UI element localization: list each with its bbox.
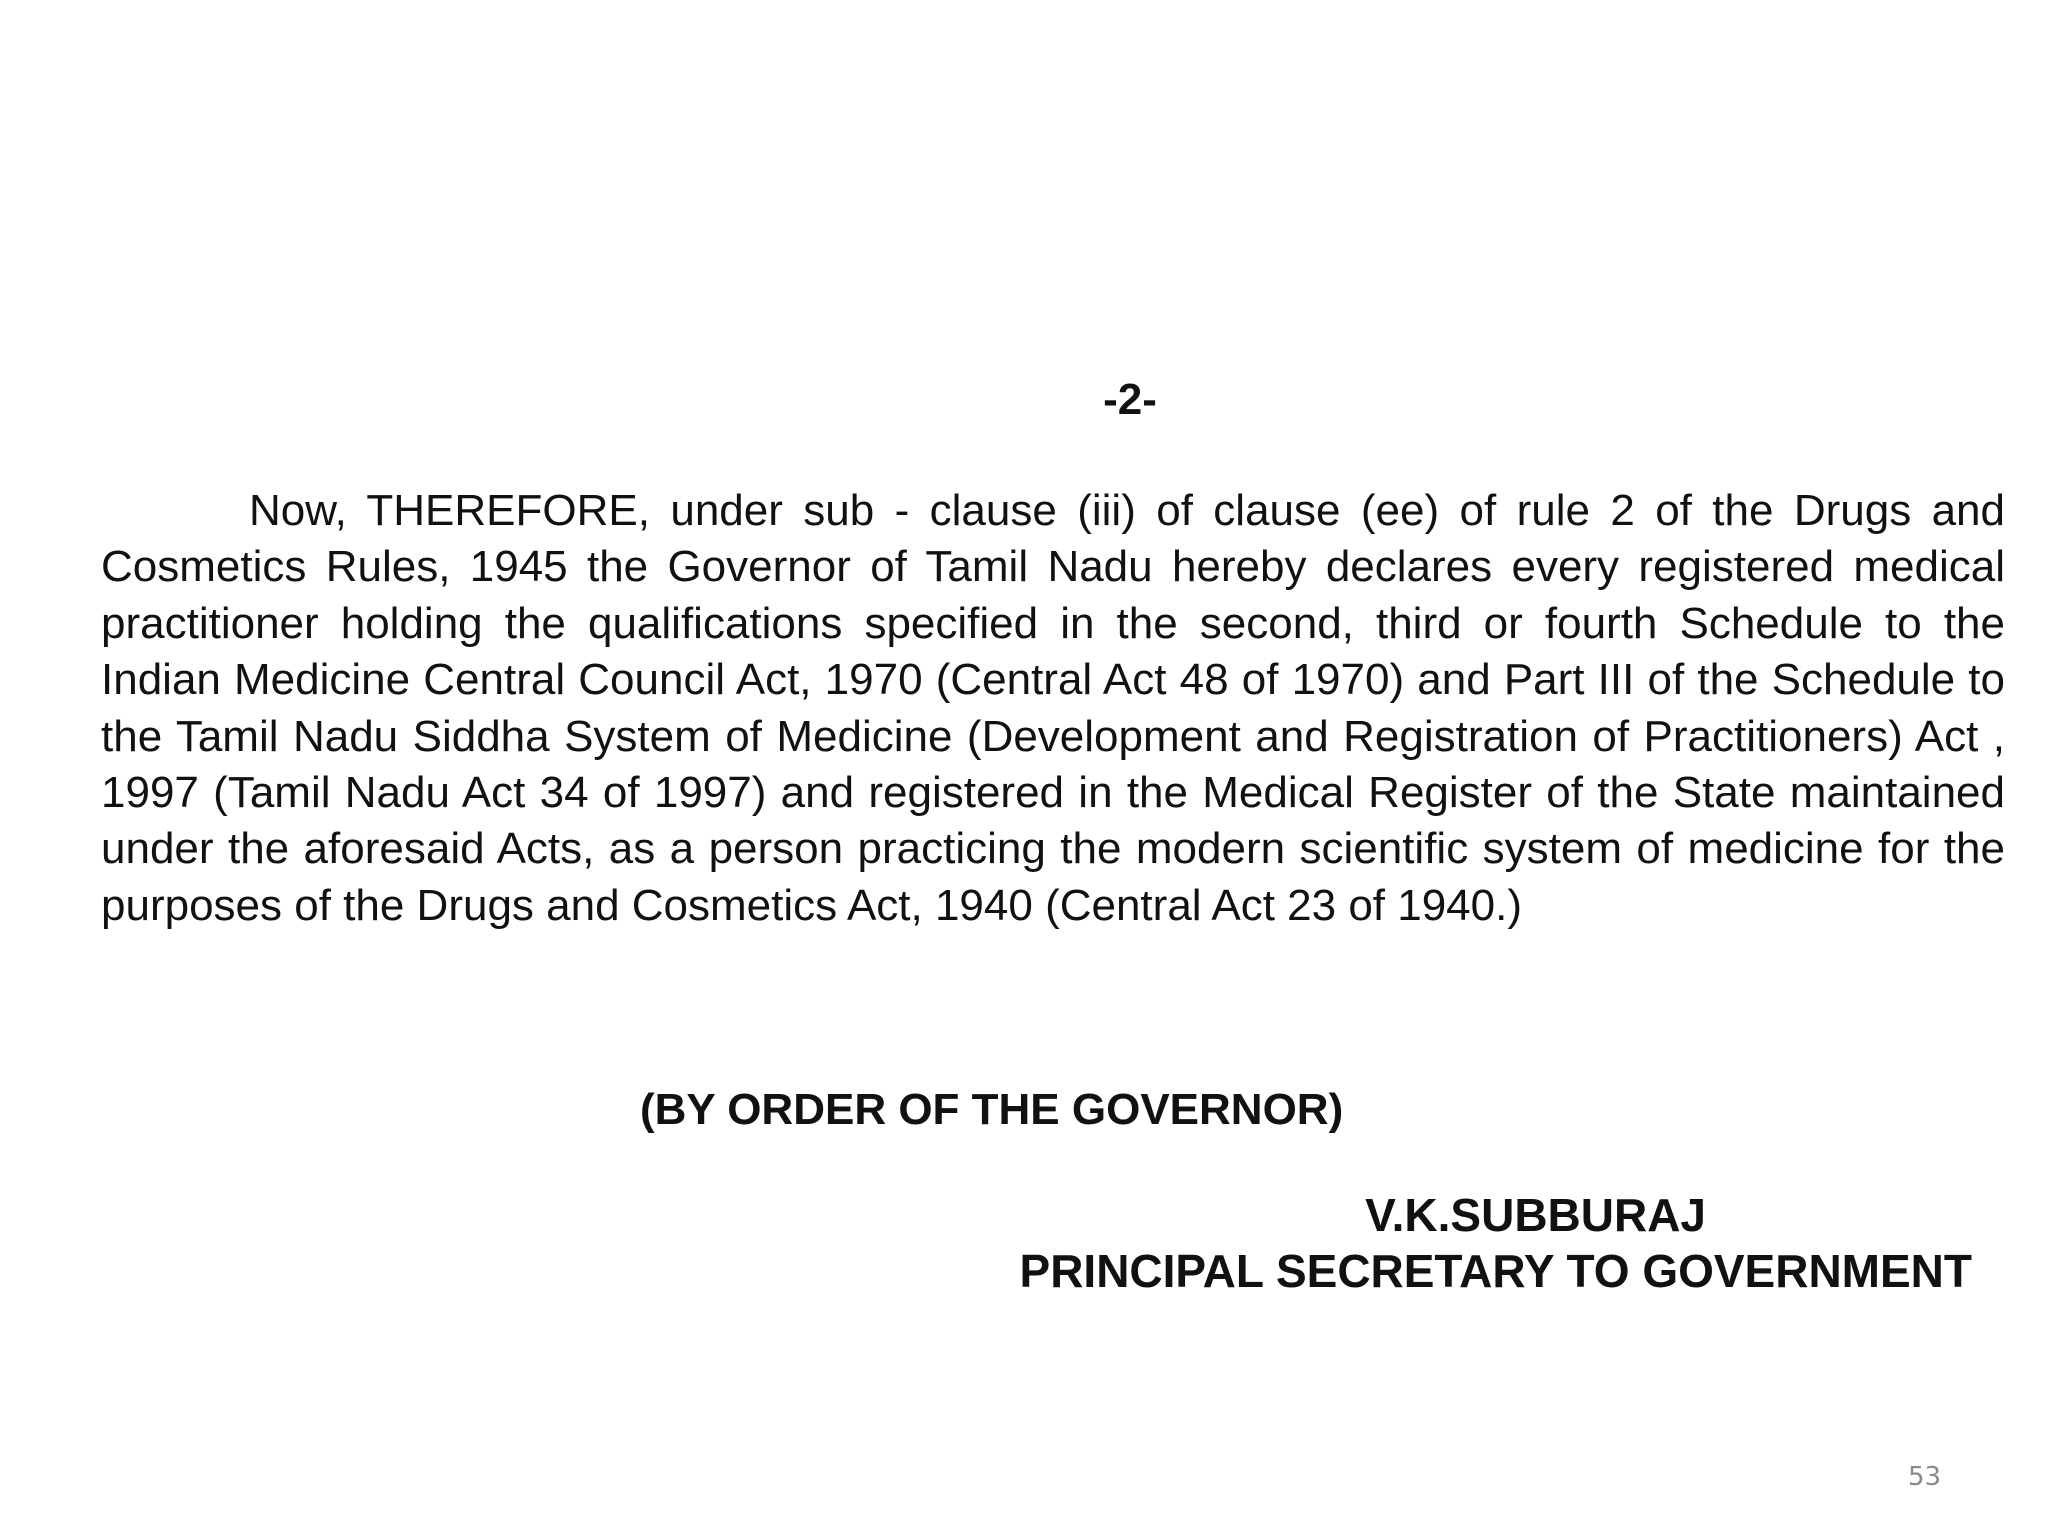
signatory-name: V.K.SUBBURAJ [1365, 1189, 1706, 1241]
page-marker: -2- [1103, 375, 1157, 424]
order-paragraph: Now, THEREFORE, under sub - clause (iii) of clause (ee) of rule 2 of the Drugs and Cosmetics Rules, 1945 the Governor of Tamil Nadu hereby declares every registered medical practitioner holding the qualifications specified in the second, third or fourth Schedule to the Indian Medicine Central Council Act, 1970 (Central Act 48 of 1970) and Part III of the Schedule to the Tamil Nadu Siddha System of Medicine (Development and Registration of Practitioners) Act , 1997 (Tamil Nadu Act 34 of 1997) and registered in the Medical Register of the State maintained under the aforesaid Acts, as a person practicing the modern scientific system of medicine for the purposes of the Drugs and Cosmetics Act, 1940 (Central Act 23 of 1940.) [101, 486, 2005, 930]
order-body-text [101, 483, 2005, 934]
by-order-line: (BY ORDER OF THE GOVERNOR) [640, 1085, 1344, 1134]
slide-number: 53 [1908, 1462, 1942, 1492]
signature-block [806, 1187, 2006, 1299]
signatory-title: PRINCIPAL SECRETARY TO GOVERNMENT [1019, 1245, 1972, 1297]
